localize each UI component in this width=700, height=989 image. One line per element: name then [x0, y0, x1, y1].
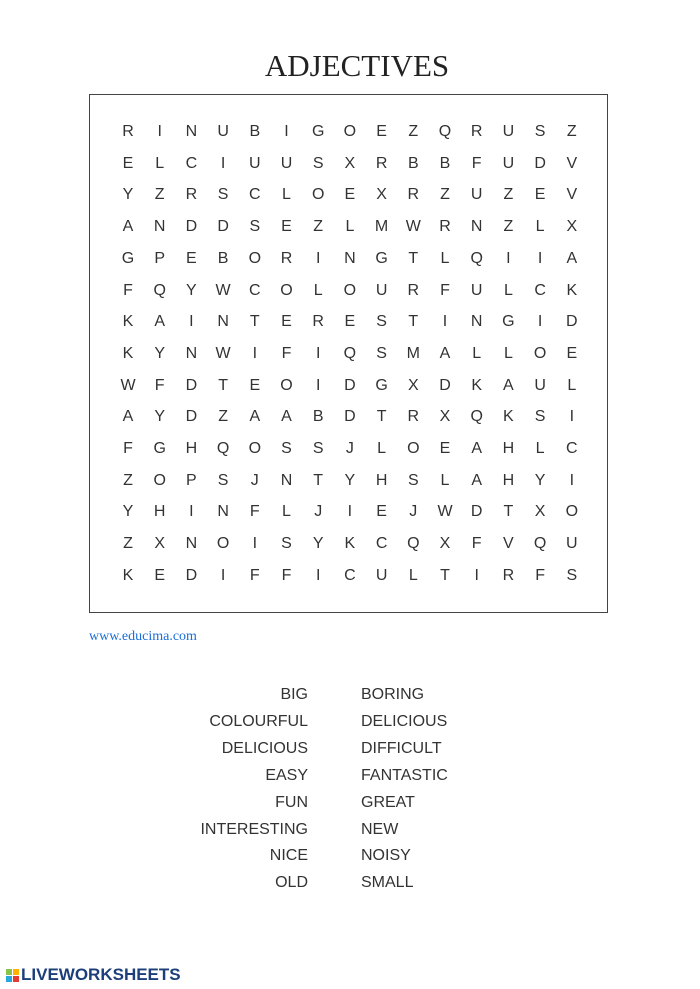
grid-letter[interactable]: U: [280, 154, 293, 172]
grid-letter[interactable]: N: [185, 123, 198, 140]
grid-letter[interactable]: T: [440, 566, 450, 584]
grid-letter[interactable]: J: [314, 503, 323, 521]
grid-letter[interactable]: I: [442, 313, 448, 331]
grid-letter[interactable]: G: [375, 376, 388, 394]
grid-letter[interactable]: N: [280, 471, 293, 489]
grid-letter[interactable]: H: [375, 471, 388, 489]
grid-letter[interactable]: Y: [122, 186, 134, 204]
grid-letter[interactable]: F: [281, 566, 292, 584]
grid-letter[interactable]: E: [376, 503, 387, 521]
grid-letter[interactable]: E: [186, 249, 197, 267]
grid-letter[interactable]: F: [440, 281, 450, 299]
grid-letter[interactable]: W: [405, 218, 421, 236]
grid-letter[interactable]: K: [122, 344, 134, 362]
grid-letter[interactable]: V: [503, 535, 514, 553]
grid-letter[interactable]: I: [157, 123, 162, 140]
grid-letter[interactable]: T: [376, 408, 387, 426]
grid-letter[interactable]: D: [534, 154, 546, 172]
grid-letter[interactable]: U: [375, 566, 388, 584]
grid-letter[interactable]: D: [470, 503, 483, 521]
grid-letter[interactable]: F: [249, 566, 260, 584]
grid-letter[interactable]: J: [250, 471, 259, 489]
grid-letter[interactable]: F: [281, 344, 292, 362]
grid-letter[interactable]: M: [406, 344, 420, 362]
grid-letter[interactable]: C: [249, 281, 261, 299]
grid-letter[interactable]: I: [347, 503, 353, 521]
grid-letter[interactable]: Q: [407, 535, 420, 553]
grid-letter[interactable]: L: [408, 566, 418, 584]
grid-letter[interactable]: Q: [470, 408, 483, 426]
grid-letter[interactable]: X: [439, 408, 451, 426]
grid-letter[interactable]: F: [471, 154, 482, 172]
grid-letter[interactable]: E: [281, 218, 292, 236]
grid-letter[interactable]: O: [280, 376, 293, 394]
grid-letter[interactable]: E: [249, 376, 261, 394]
grid-letter[interactable]: A: [122, 218, 134, 236]
grid-letter[interactable]: S: [249, 218, 261, 236]
grid-letter[interactable]: I: [284, 123, 289, 140]
grid-letter[interactable]: P: [154, 249, 166, 267]
grid-letter[interactable]: D: [566, 313, 578, 331]
grid-letter[interactable]: Q: [343, 344, 357, 362]
grid-letter[interactable]: N: [217, 503, 229, 521]
grid-letter[interactable]: K: [122, 313, 134, 331]
grid-letter[interactable]: W: [215, 281, 231, 299]
grid-letter[interactable]: J: [409, 503, 418, 521]
grid-letter[interactable]: C: [375, 535, 388, 553]
grid-letter[interactable]: L: [535, 218, 545, 236]
grid-letter[interactable]: U: [534, 376, 546, 394]
grid-letter[interactable]: U: [249, 154, 261, 172]
grid-letter[interactable]: R: [502, 566, 515, 584]
grid-letter[interactable]: S: [217, 471, 229, 489]
grid-letter[interactable]: G: [311, 123, 325, 140]
grid-letter[interactable]: I: [537, 313, 543, 331]
grid-letter[interactable]: Q: [533, 535, 547, 553]
word-item: FUN: [275, 793, 308, 811]
logo-icon: [6, 969, 19, 982]
grid-letter[interactable]: A: [249, 408, 261, 426]
grid-letter[interactable]: Y: [122, 503, 134, 521]
grid-letter[interactable]: B: [312, 408, 324, 426]
grid-letter[interactable]: F: [535, 566, 545, 584]
grid-letter[interactable]: Y: [534, 471, 546, 489]
grid-letter[interactable]: C: [344, 566, 356, 584]
grid-letter[interactable]: L: [282, 186, 291, 204]
grid-letter[interactable]: F: [471, 535, 482, 553]
grid-letter[interactable]: Z: [440, 186, 450, 204]
grid-letter[interactable]: X: [439, 535, 451, 553]
grid-letter[interactable]: A: [566, 249, 578, 267]
grid-letter[interactable]: K: [566, 281, 578, 299]
grid-letter[interactable]: C: [534, 281, 546, 299]
word-item: GREAT: [361, 793, 415, 811]
grid-letter[interactable]: L: [472, 344, 482, 362]
grid-letter[interactable]: C: [566, 440, 578, 457]
word-item: EASY: [265, 766, 308, 784]
grid-letter[interactable]: E: [534, 186, 546, 204]
grid-letter[interactable]: I: [315, 249, 321, 267]
grid-letter[interactable]: U: [566, 535, 578, 553]
grid-letter[interactable]: D: [344, 408, 356, 426]
grid-letter[interactable]: T: [408, 249, 419, 267]
grid-letter[interactable]: I: [189, 503, 194, 521]
grid-letter[interactable]: Q: [216, 440, 230, 457]
grid-letter[interactable]: A: [154, 313, 166, 331]
grid-letter[interactable]: S: [217, 186, 229, 204]
grid-letter[interactable]: W: [120, 376, 136, 394]
grid-letter[interactable]: U: [470, 281, 483, 299]
word-item: BORING: [361, 686, 425, 703]
page-title: ADJECTIVES: [264, 48, 450, 83]
grid-letter[interactable]: O: [311, 186, 325, 204]
grid-letter[interactable]: O: [248, 249, 262, 267]
grid-letter[interactable]: O: [216, 535, 230, 553]
grid-letter[interactable]: Q: [153, 281, 166, 299]
grid-letter[interactable]: S: [534, 123, 546, 140]
grid-letter[interactable]: R: [312, 313, 324, 331]
grid-letter[interactable]: Z: [566, 123, 577, 140]
grid-letter[interactable]: D: [185, 376, 198, 394]
grid-letter[interactable]: R: [280, 249, 293, 267]
grid-letter[interactable]: Q: [438, 123, 452, 140]
grid-letter[interactable]: I: [315, 566, 321, 584]
grid-letter[interactable]: H: [153, 503, 166, 521]
grid-letter[interactable]: O: [343, 123, 357, 140]
grid-letter[interactable]: T: [218, 376, 228, 394]
grid-letter[interactable]: D: [185, 566, 198, 584]
grid-letter[interactable]: I: [506, 249, 511, 267]
grid-letter[interactable]: I: [189, 313, 194, 331]
grid-letter[interactable]: U: [502, 154, 515, 172]
grid-letter[interactable]: Y: [154, 344, 166, 362]
grid-letter[interactable]: B: [249, 123, 261, 140]
grid-letter[interactable]: Y: [154, 408, 166, 426]
grid-letter[interactable]: J: [345, 440, 354, 457]
grid-letter[interactable]: Z: [503, 186, 514, 204]
grid-letter[interactable]: O: [533, 344, 547, 362]
grid-letter[interactable]: S: [407, 471, 419, 489]
grid-letter[interactable]: L: [345, 218, 355, 236]
grid-letter[interactable]: A: [503, 376, 514, 394]
grid-letter[interactable]: N: [153, 218, 166, 236]
grid-letter[interactable]: N: [344, 249, 356, 267]
grid-letter[interactable]: P: [186, 471, 197, 489]
grid-letter[interactable]: I: [220, 566, 226, 584]
grid-letter[interactable]: R: [439, 218, 451, 236]
grid-letter[interactable]: Y: [186, 281, 197, 299]
grid-letter[interactable]: A: [471, 471, 483, 489]
word-item: BIG: [280, 686, 308, 703]
grid-letter[interactable]: A: [122, 408, 134, 426]
grid-letter[interactable]: K: [503, 408, 514, 426]
word-item: DIFFICULT: [361, 739, 442, 757]
grid-letter[interactable]: S: [312, 440, 324, 457]
grid-letter[interactable]: D: [185, 408, 198, 426]
grid-letter[interactable]: G: [375, 249, 388, 267]
word-item: INTERESTING: [200, 820, 308, 838]
grid-letter[interactable]: U: [217, 123, 229, 140]
word-item: NICE: [269, 847, 308, 865]
grid-letter[interactable]: Y: [344, 471, 356, 489]
liveworksheets-logo: [6, 965, 181, 985]
grid-letter[interactable]: T: [408, 313, 419, 331]
grid-letter[interactable]: H: [502, 440, 515, 457]
grid-letter[interactable]: L: [377, 440, 387, 457]
word-item: FANTASTIC: [361, 766, 448, 784]
grid-letter[interactable]: L: [282, 503, 291, 521]
grid-letter[interactable]: S: [376, 313, 387, 331]
grid-letter[interactable]: D: [344, 376, 356, 394]
grid-letter[interactable]: F: [154, 376, 165, 394]
grid-letter[interactable]: I: [537, 249, 543, 267]
grid-letter[interactable]: X: [407, 376, 419, 394]
grid-letter[interactable]: O: [153, 471, 166, 489]
grid-letter[interactable]: D: [439, 376, 451, 394]
grid-letter[interactable]: B: [217, 249, 229, 267]
grid-letter[interactable]: G: [153, 440, 166, 457]
grid-letter[interactable]: R: [375, 154, 388, 172]
grid-letter[interactable]: F: [123, 440, 133, 457]
word-item: DELICIOUS: [361, 712, 448, 730]
grid-letter[interactable]: I: [315, 344, 321, 362]
grid-letter[interactable]: G: [121, 249, 135, 267]
grid-letter[interactable]: U: [375, 281, 388, 299]
grid-letter[interactable]: K: [344, 535, 356, 553]
grid-letter[interactable]: I: [252, 344, 258, 362]
grid-letter[interactable]: S: [534, 408, 546, 426]
grid-letter[interactable]: G: [502, 313, 515, 331]
grid-letter[interactable]: E: [376, 123, 387, 140]
grid-letter[interactable]: L: [503, 344, 513, 362]
grid-letter[interactable]: D: [217, 218, 229, 236]
grid-letter[interactable]: B: [439, 154, 451, 172]
grid-letter[interactable]: I: [569, 471, 575, 489]
grid-letter[interactable]: R: [407, 281, 420, 299]
grid-letter[interactable]: S: [312, 154, 324, 172]
grid-letter[interactable]: R: [185, 186, 198, 204]
grid-letter[interactable]: Z: [123, 535, 133, 553]
grid-letter[interactable]: W: [215, 344, 231, 362]
grid-letter[interactable]: Z: [503, 218, 514, 236]
grid-letter[interactable]: O: [407, 440, 420, 457]
grid-letter[interactable]: M: [374, 218, 389, 236]
grid-letter[interactable]: R: [407, 408, 420, 426]
word-search-grid: [89, 94, 608, 613]
word-item: OLD: [275, 874, 308, 892]
grid-letter[interactable]: E: [122, 154, 134, 172]
grid-letter[interactable]: C: [185, 154, 198, 172]
grid-letter[interactable]: N: [470, 218, 483, 236]
grid-letter[interactable]: E: [154, 566, 166, 584]
grid-letter[interactable]: O: [248, 440, 262, 457]
grid-letter[interactable]: U: [502, 123, 515, 140]
grid-letter[interactable]: U: [470, 186, 483, 204]
grid-letter[interactable]: Z: [123, 471, 133, 489]
grid-letter[interactable]: E: [344, 186, 356, 204]
grid-letter[interactable]: I: [569, 408, 575, 426]
website-link[interactable]: www.educima.com: [89, 629, 197, 644]
grid-letter[interactable]: A: [281, 408, 292, 426]
grid-letter[interactable]: F: [123, 281, 133, 299]
grid-letter[interactable]: L: [313, 281, 323, 299]
grid-letter[interactable]: E: [281, 313, 292, 331]
grid-letter[interactable]: N: [470, 313, 483, 331]
grid-letter[interactable]: Z: [313, 218, 324, 236]
grid-letter[interactable]: N: [185, 535, 198, 553]
grid-letter[interactable]: R: [122, 123, 134, 140]
grid-letter[interactable]: O: [280, 281, 293, 299]
grid-letter[interactable]: L: [440, 471, 450, 489]
grid-letter[interactable]: W: [437, 503, 453, 521]
word-item: NEW: [361, 820, 399, 838]
grid-letter[interactable]: B: [407, 154, 419, 172]
grid-letter[interactable]: H: [185, 440, 198, 457]
grid-letter[interactable]: L: [503, 281, 513, 299]
grid-letter[interactable]: S: [376, 344, 387, 362]
grid-letter[interactable]: N: [185, 344, 198, 362]
grid-letter[interactable]: I: [474, 566, 479, 584]
grid-letter[interactable]: A: [471, 440, 483, 457]
grid-letter[interactable]: I: [252, 535, 258, 553]
grid-letter[interactable]: Z: [154, 186, 165, 204]
grid-letter[interactable]: R: [470, 123, 483, 140]
grid-letter[interactable]: L: [440, 249, 450, 267]
grid-letter[interactable]: T: [249, 313, 260, 331]
grid-letter[interactable]: Y: [312, 535, 324, 553]
grid-letter[interactable]: V: [566, 186, 578, 204]
grid-letter[interactable]: S: [566, 566, 578, 584]
grid-letter[interactable]: R: [407, 186, 420, 204]
grid-letter[interactable]: X: [154, 535, 166, 553]
grid-letter[interactable]: Z: [218, 408, 228, 426]
grid-letter[interactable]: H: [502, 471, 515, 489]
grid-letter[interactable]: I: [315, 376, 321, 394]
word-item: NOISY: [361, 847, 411, 865]
grid-letter[interactable]: O: [565, 503, 579, 521]
grid-letter[interactable]: S: [281, 440, 292, 457]
grid-letter[interactable]: L: [535, 440, 545, 457]
word-item: DELICIOUS: [221, 739, 308, 757]
word-item: COLOURFUL: [209, 712, 308, 730]
grid-letter[interactable]: K: [122, 566, 134, 584]
logo-text: LIVEWORKSHEETS: [21, 965, 181, 984]
grid-letter[interactable]: I: [220, 154, 226, 172]
grid-letter[interactable]: L: [567, 376, 577, 394]
grid-letter[interactable]: E: [439, 440, 451, 457]
grid-letter[interactable]: V: [566, 154, 578, 172]
grid-letter[interactable]: D: [185, 218, 198, 236]
grid-letter[interactable]: S: [281, 535, 292, 553]
grid-letter[interactable]: A: [439, 344, 451, 362]
grid-letter[interactable]: T: [503, 503, 514, 521]
grid-letter[interactable]: T: [313, 471, 324, 489]
grid-letter[interactable]: L: [155, 154, 165, 172]
grid-letter[interactable]: E: [566, 344, 578, 362]
grid-letter[interactable]: X: [566, 218, 578, 236]
grid-letter[interactable]: O: [343, 281, 357, 299]
grid-letter[interactable]: N: [217, 313, 229, 331]
grid-letter[interactable]: Q: [470, 249, 483, 267]
grid-letter[interactable]: K: [471, 376, 483, 394]
grid-letter[interactable]: X: [376, 186, 387, 204]
grid-letter[interactable]: F: [249, 503, 260, 521]
word-item: SMALL: [361, 874, 414, 892]
grid-letter[interactable]: X: [344, 154, 356, 172]
grid-letter[interactable]: C: [249, 186, 261, 204]
grid-letter[interactable]: Z: [408, 123, 419, 140]
grid-letter[interactable]: E: [344, 313, 356, 331]
grid-letter[interactable]: X: [534, 503, 546, 521]
